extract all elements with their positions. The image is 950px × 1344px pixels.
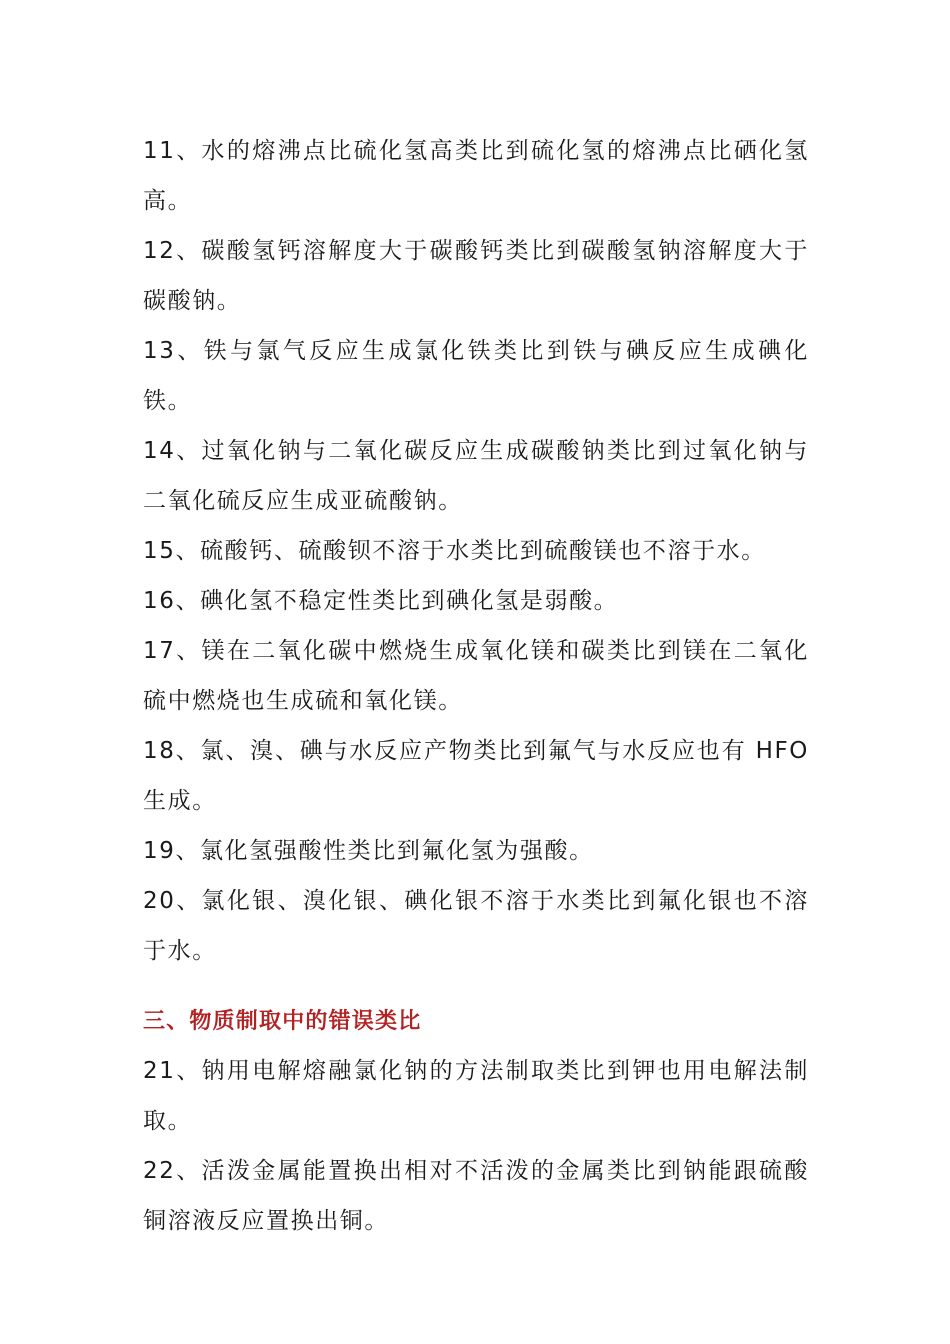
list-item-22: 22、活泼金属能置换出相对不活泼的金属类比到钠能跟硫酸铜溶液反应置换出铜。 [143,1158,809,1234]
list-item-20: 20、氯化银、溴化银、碘化银不溶于水类比到氟化银也不溶于水。 [143,888,809,964]
list-item-21: 21、钠用电解熔融氯化钠的方法制取类比到钾也用电解法制取。 [143,1058,809,1134]
list-item-19: 19、氯化氢强酸性类比到氟化氢为强酸。 [143,838,594,864]
list-item-17: 17、镁在二氧化碳中燃烧生成氧化镁和碳类比到镁在二氧化硫中燃烧也生成硫和氧化镁。 [143,638,809,714]
list-item-12: 12、碳酸氢钙溶解度大于碳酸钙类比到碳酸氢钠溶解度大于碳酸钠。 [143,238,809,314]
document-content [143,126,809,1246]
section-heading: 三、物质制取中的错误类比 [143,1009,422,1034]
list-item-13: 13、铁与氯气反应生成氯化铁类比到铁与碘反应生成碘化铁。 [143,338,809,414]
list-item-16: 16、碘化氢不稳定性类比到碘化氢是弱酸。 [143,588,619,614]
list-item-18: 18、氯、溴、碘与水反应产物类比到氟气与水反应也有 HFO 生成。 [143,738,809,814]
list-item-11: 11、水的熔沸点比硫化氢高类比到硫化氢的熔沸点比硒化氢高。 [143,138,809,214]
list-item-15: 15、硫酸钙、硫酸钡不溶于水类比到硫酸镁也不溶于水。 [143,538,766,564]
list-item-14: 14、过氧化钠与二氧化碳反应生成碳酸钠类比到过氧化钠与二氧化硫反应生成亚硫酸钠。 [143,438,809,514]
